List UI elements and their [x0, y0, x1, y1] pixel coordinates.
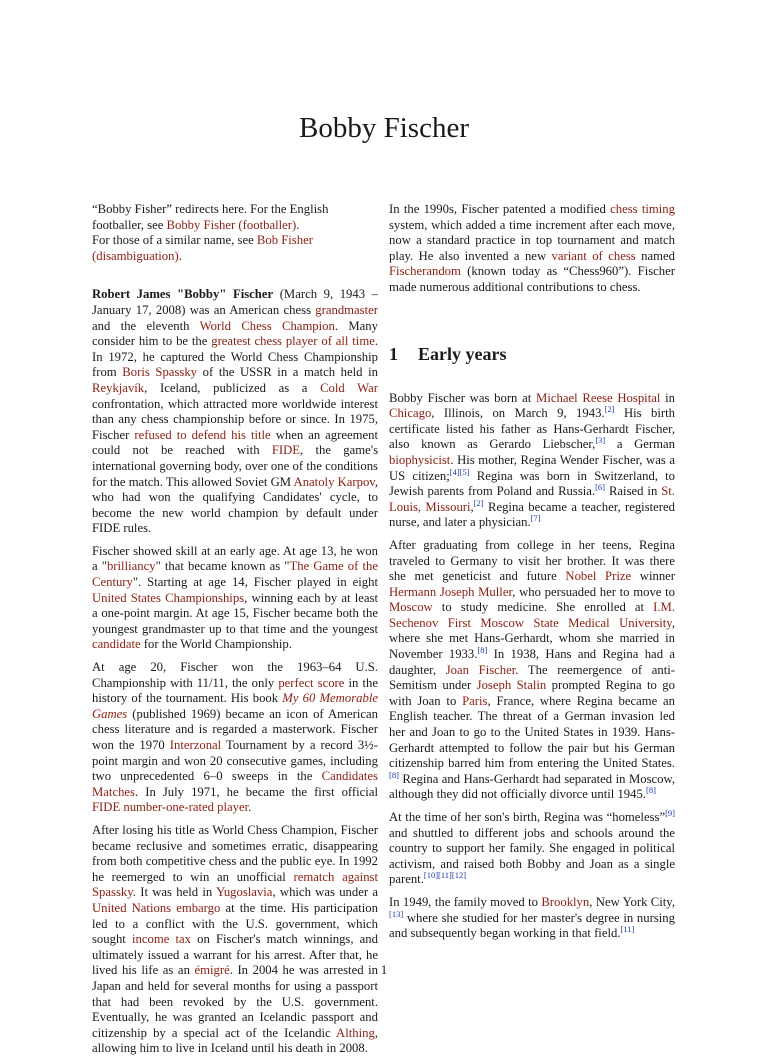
wiki-link[interactable]: variant of chess [551, 248, 636, 263]
wiki-link[interactable]: St. Louis, Missouri [389, 484, 675, 514]
citation-ref[interactable]: [7] [530, 513, 541, 524]
wiki-link[interactable]: I.M. Sechenov First Moscow State Medical University [389, 600, 675, 630]
text-run: His birth certificate listed his father as Hans-Gerhardt Fischer, also known as Gerardo Liebscher, [389, 406, 675, 452]
paragraph [92, 287, 378, 537]
text-run: and shuttled to different jobs and schools around the country to support her family. She engaged in political activism, and raised both Bobby and Joan as a single parent. [389, 825, 675, 887]
text-run: ". Starting at age 14, Fischer played in eight [132, 575, 378, 590]
text-run: “Bobby Fisher” redirects here. For the English footballer, see [92, 202, 329, 232]
text-run: in [660, 390, 675, 405]
wiki-link[interactable]: Anatoly Karpov [293, 474, 375, 489]
citation-ref[interactable]: [4][5] [449, 466, 470, 477]
wiki-link[interactable]: brilliancy [106, 559, 156, 574]
text-run: Bobby Fischer was born at [389, 390, 537, 405]
text-run: , who persuaded her to move to [512, 584, 675, 599]
wiki-link[interactable]: Interzonal [169, 738, 222, 752]
paragraph [389, 895, 675, 942]
text-run: where she studied for her master's degree in nursing and subsequently began working in that field. [389, 910, 675, 941]
text-run: , New York City, [589, 894, 675, 909]
citation-ref[interactable]: [10][11][12] [423, 870, 467, 881]
wiki-link[interactable]: Chicago [389, 406, 432, 421]
wiki-link[interactable]: Candidates Matches [92, 769, 378, 799]
text-run: . His mother, Regina Wender Fischer, was a US citizen; [389, 452, 675, 483]
text-run: . [178, 248, 182, 263]
wiki-link[interactable]: Reykjavík [92, 380, 145, 395]
text-run: (published 1969) became an icon of American chess literature and is regarded a masterwork. Fischer won the 1970 [92, 706, 378, 752]
wiki-link[interactable]: Joseph Stalin [476, 678, 547, 693]
wiki-link[interactable]: United States Championships [92, 590, 245, 605]
text-run: , allowing him to live in Iceland until his death in 2008. [92, 1025, 378, 1056]
text-run: , where she met Hans-Gerhardt, whom she married in November 1933. [389, 615, 675, 662]
text-run: when an agreement could not be reached with [92, 427, 379, 458]
hatnotes [92, 202, 378, 264]
text-run: named [635, 248, 675, 263]
wiki-link[interactable]: Yugoslavia [216, 885, 273, 900]
text-run: Raised in [605, 484, 662, 499]
text-run: . In 1972, he captured the World Chess Championship from [92, 334, 378, 380]
wiki-link[interactable]: Michael Reese Hospital [536, 390, 661, 405]
wiki-link[interactable]: Joan Fischer [445, 662, 516, 677]
text-run: , who had won the qualifying Candidates' cycle, to become the new world champion by default under FIDE rules. [92, 474, 379, 536]
wiki-link[interactable]: FIDE number-one-rated player [92, 800, 249, 815]
paragraph [92, 660, 378, 816]
wiki-link[interactable]: Bobby Fisher (footballer) [166, 217, 297, 232]
wiki-link[interactable]: grandmaster [315, 302, 378, 317]
text-run: (March 9, 1943 – January 17, 2008) was an American chess [92, 287, 379, 317]
text-run: and the eleventh [92, 318, 200, 333]
text-run: . The reemergence of anti-Semitism under [389, 662, 675, 693]
left-column [92, 202, 378, 1064]
page-title: Bobby Fischer [299, 112, 469, 144]
wiki-link[interactable]: chess timing [610, 202, 675, 216]
lead-section [92, 287, 378, 1057]
wiki-link[interactable]: Bob Fisher (disambiguation) [92, 233, 313, 263]
wiki-link[interactable]: United Nations embargo [92, 900, 221, 915]
paragraph [389, 391, 675, 531]
wiki-link[interactable]: Althing [336, 1025, 375, 1040]
wiki-link[interactable]: The Game of the Century [92, 559, 378, 590]
text-run: At age 20, Fischer won the 1963–64 U.S. Championship with 11/11, the only [92, 660, 378, 690]
text-run: , the game's international governing body, over one of the conditions for the match. This allowed Soviet GM [92, 443, 379, 489]
wiki-link[interactable]: greatest chess player of all time [211, 334, 375, 349]
citation-ref[interactable]: [2] [473, 497, 484, 508]
paragraph [92, 202, 378, 233]
text-run: . [296, 217, 300, 232]
text-run: prompted Regina to go with Joan to [389, 678, 675, 708]
paragraph [389, 810, 675, 888]
section-heading [389, 342, 675, 366]
wiki-link[interactable]: Cold War [320, 380, 378, 395]
wiki-link[interactable]: Nobel Prize [565, 569, 632, 584]
wiki-link[interactable]: émigré [194, 963, 230, 978]
wiki-link[interactable]: Brooklyn [541, 894, 590, 909]
citation-ref[interactable]: [2] [604, 404, 615, 415]
citation-ref[interactable]: [13] [389, 908, 404, 919]
paragraph [389, 202, 675, 296]
text-run: After graduating from college in her teens, Regina traveled to Germany to visit her brother. It was there she met geneticist and future [389, 537, 675, 584]
citation-ref[interactable]: [6] [595, 482, 606, 493]
text-run: In 1938, Hans and Regina had a daughter, [389, 647, 675, 677]
wiki-link[interactable]: Paris [462, 693, 488, 708]
text-run: a German [605, 437, 675, 452]
paragraph [389, 538, 675, 803]
paragraph [92, 233, 378, 264]
text-run: on Fischer's match winnings, and ultimately issued a warrant for his arrest. After that, he lived his life as an [92, 932, 378, 978]
text-run: , France, where Regina became an English teacher. The threat of a German invasion led her and Joan to go to the United States in 1939. Hans-Gerhardt attempted to follow the pair but his German citizenship barred him from entering the United States. [389, 693, 675, 771]
citation-ref[interactable]: [8] [477, 645, 488, 656]
early-years-section [389, 391, 675, 942]
citation-ref[interactable]: [8] [389, 769, 399, 780]
wiki-link[interactable]: income tax [131, 932, 191, 947]
right-column [389, 202, 675, 949]
text-run: , which was under a [272, 885, 378, 900]
book-title: My 60 Memorable Games [92, 691, 378, 721]
text-run: Regina was born in Switzerland, to Jewish parents from Poland and Russia. [389, 468, 676, 499]
section-title: Early years [418, 343, 507, 364]
wiki-link[interactable]: FIDE [271, 443, 301, 458]
text-run: , winning each by at least a one-point margin. At age 15, Fischer became both the youngest grandmaster up to that time and the youngest [92, 590, 378, 636]
citation-ref[interactable]: [9] [665, 808, 675, 818]
wiki-link[interactable]: Hermann Joseph Muller [389, 584, 513, 599]
wiki-link[interactable]: rematch against Spassky [92, 869, 379, 900]
section-number: 1 [389, 343, 398, 364]
text-run: , Illinois, on March 9, 1943. [431, 406, 605, 421]
text-run: to study medicine. She enrolled at [432, 600, 654, 615]
wiki-link[interactable]: refused to defend his title [134, 427, 271, 442]
text-run: (known today as “Chess960”). Fischer made numerous additional contributions to chess. [389, 264, 675, 294]
text-run: at the time. His participation led to a conflict with the U.S. government, which sought [92, 900, 378, 947]
citation-ref[interactable]: [11] [620, 924, 635, 935]
paragraph [92, 544, 378, 653]
text-run: For those of a similar name, see [92, 233, 257, 248]
paragraph [92, 823, 378, 1057]
text-run: Tournament by a record 3½-point margin and won 20 consecutive games, including two unprecedented 6–0 sweeps in the [92, 738, 378, 784]
text-run: winner [631, 569, 676, 584]
lead-continuation [389, 202, 675, 296]
text-run: confrontation, which attracted more worldwide interest than any chess championship before or since. In 1975, Fischer [92, 396, 378, 442]
citation-ref[interactable]: [8] [646, 785, 656, 796]
text-run: In the 1990s, Fischer patented a modified [389, 202, 611, 216]
text-run: . [248, 800, 252, 815]
text-run: In 1949, the family moved to [389, 894, 542, 909]
text-run: Regina became a teacher, registered nurse, and later a physician. [389, 499, 675, 530]
text-run: . Many consider him to be the [92, 318, 378, 349]
wiki-link[interactable]: candidate [92, 637, 141, 652]
wiki-link[interactable]: World Chess Champion [199, 318, 335, 333]
wiki-link[interactable]: Fischerandom [389, 264, 461, 279]
text-run: Regina and Hans-Gerhardt had separated in Moscow, although they did not officially divorce until 1945. [389, 771, 675, 802]
citation-ref[interactable]: [3] [595, 435, 606, 446]
text-run: of the USSR in a match held in [197, 365, 378, 380]
wiki-link[interactable]: Moscow [389, 600, 433, 615]
text-run: , Iceland, publicized as a [144, 380, 321, 395]
text-run: in the history of the tournament. His book [92, 675, 378, 706]
text-run: " that became known as " [155, 559, 290, 574]
article-subject: Robert James "Bobby" Fischer [92, 287, 274, 302]
text-run: system, which added a time increment after each move, now a standard practice in top tournament and match play. He also invented a new [389, 217, 675, 263]
page-number: 1 [380, 962, 388, 977]
wiki-link[interactable]: perfect score [278, 675, 345, 690]
text-run: Fischer showed skill at an early age. At age 13, he won a " [92, 543, 378, 574]
text-run: , [470, 499, 474, 514]
text-run: . It was held in [132, 885, 217, 900]
text-run: . In 2004 he was arrested in Japan and held for several months for using a passport that had been revoked by the U.S. government. Eventually, he was granted an Icelandic passport and citizenship by a special act of the Icelandic [92, 963, 378, 1040]
text-run: After losing his title as World Chess Champion, Fischer became reclusive and sometimes erratic, disappearing from both competitive chess and the public eye. In 1992 he reemerged to win an unofficial [92, 822, 378, 884]
text-run: . In July 1971, he became the first official [134, 784, 378, 799]
text-run: At the time of her son's birth, Regina was “homeless” [389, 810, 666, 824]
wiki-link[interactable]: biophysicist [389, 452, 451, 467]
wiki-link[interactable]: Boris Spassky [122, 365, 198, 380]
text-run: for the World Championship. [140, 637, 292, 652]
